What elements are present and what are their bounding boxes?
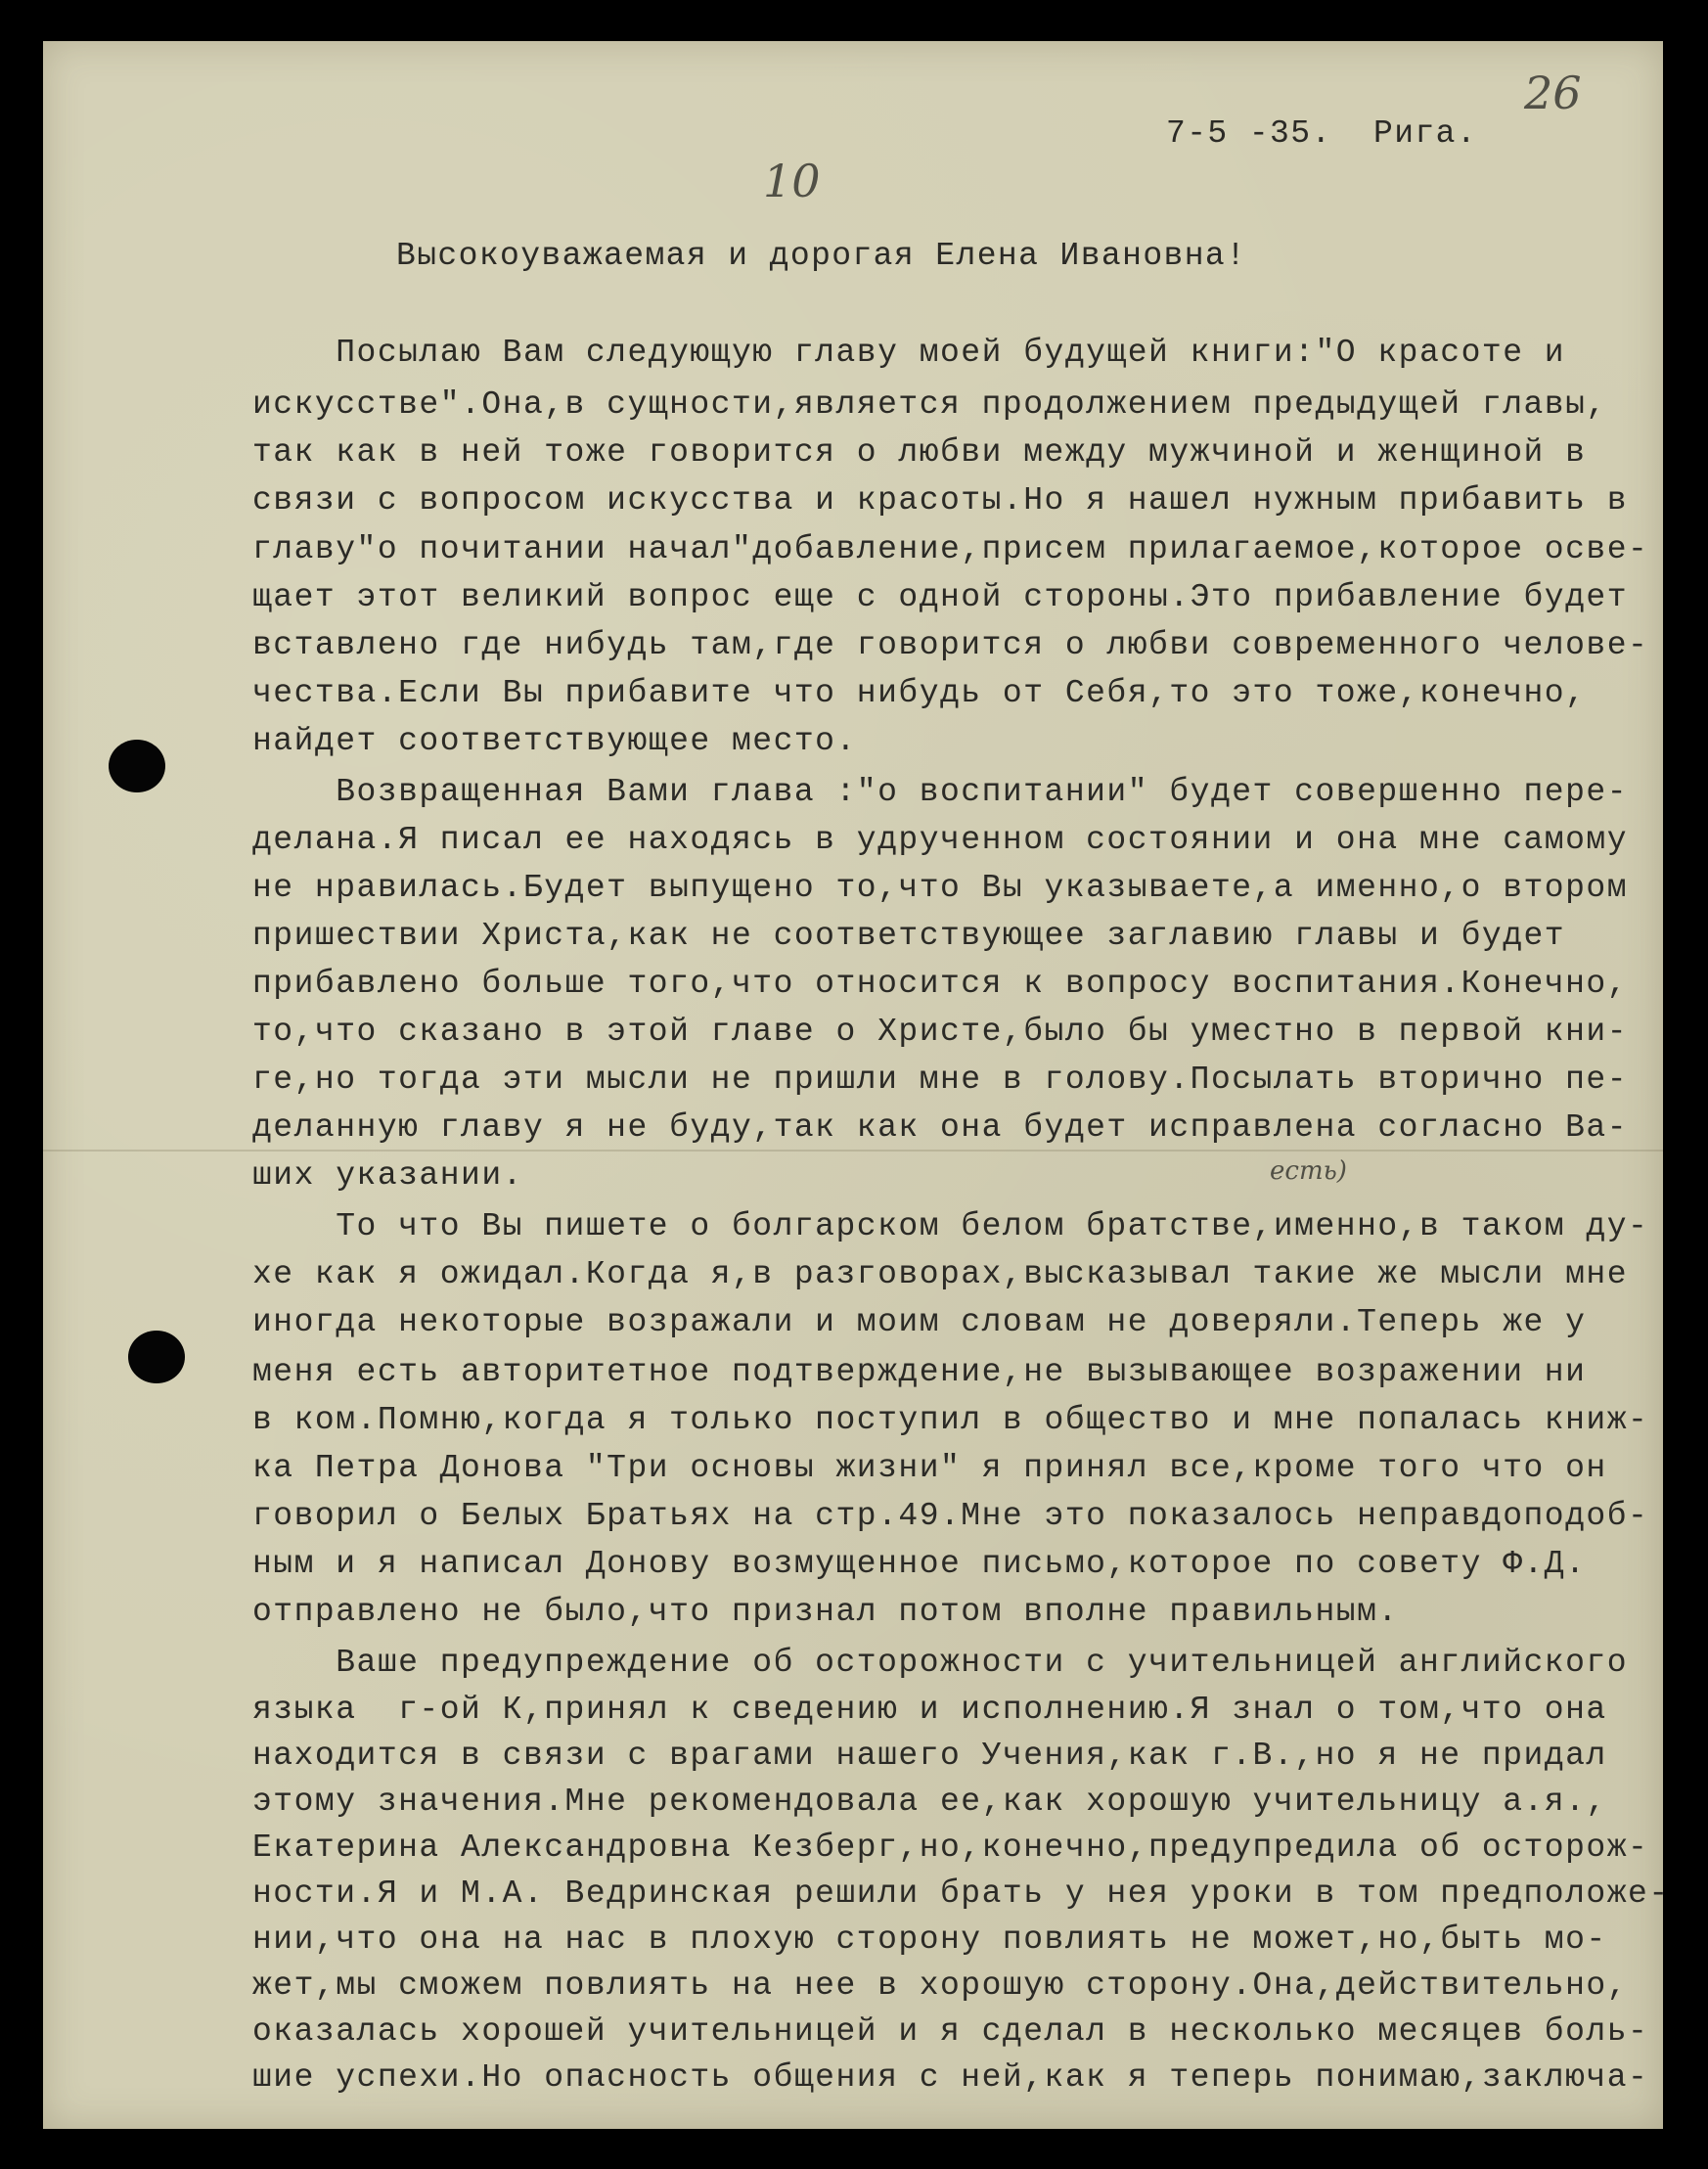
body-line: щает этот великий вопрос еще с одной стороны.Это прибавление будет (252, 579, 1629, 615)
body-line: найдет соответствующее место. (252, 723, 857, 759)
body-line: То что Вы пишете о болгарском белом братстве,именно,в таком ду- (252, 1208, 1649, 1244)
punch-hole-top (109, 740, 165, 792)
body-line: в ком.Помню,когда я только поступил в общество и мне попалась книж- (252, 1402, 1649, 1438)
body-line: вставлено где нибудь там,где говорится о любви современного челове- (252, 627, 1649, 663)
salutation: Высокоуважаемая и дорогая Елена Ивановна! (396, 238, 1247, 274)
body-line: ка Петра Донова "Три основы жизни" я принял все,кроме того что он (252, 1450, 1607, 1486)
body-line: прибавлено больше того,что относится к вопросу воспитания.Конечно, (252, 966, 1629, 1002)
body-line: этому значения.Мне рекомендовала ее,как хорошую учительницу а.я., (252, 1784, 1607, 1820)
body-line: Посылаю Вам следующую главу моей будущей книги:"О красоте и (252, 335, 1566, 371)
fold-crease (43, 1150, 1663, 1152)
body-line: делана.Я писал ее находясь в удрученном состоянии и она мне самому (252, 822, 1629, 858)
body-line: так как в ней тоже говорится о любви между мужчиной и женщиной в (252, 434, 1587, 471)
body-line: хе как я ожидал.Когда я,в разговорах,высказывал такие же мысли мне (252, 1256, 1629, 1292)
page-number-annotation: 26 (1524, 67, 1582, 119)
handwritten-insertion: есть) (1270, 1156, 1347, 1186)
body-line: отправлено не было,что признал потом вполне правильным. (252, 1594, 1399, 1630)
body-line: оказалась хорошей учительницей и я сделал в несколько месяцев боль- (252, 2013, 1649, 2050)
body-line: жет,мы сможем повлиять на нее в хорошую сторону.Она,действительно, (252, 1967, 1629, 2004)
body-line: искусстве".Она,в сущности,является продолжением предыдущей главы, (252, 386, 1607, 423)
body-line: ших указании. (252, 1157, 523, 1194)
sheet-number-annotation: 10 (763, 155, 821, 207)
body-line: Возвращенная Вами глава :"о воспитании" будет совершенно пере- (252, 774, 1629, 810)
body-line: чества.Если Вы прибавите что нибудь от Себя,то это тоже,конечно, (252, 675, 1587, 711)
body-line: находится в связи с врагами нашего Учения,как г.В.,но я не придал (252, 1738, 1607, 1774)
body-line: меня есть авторитетное подтверждение,не вызывающее возражении ни (252, 1354, 1587, 1390)
body-line: не нравилась.Будет выпущено то,что Вы указываете,а именно,о втором (252, 870, 1629, 906)
body-line: пришествии Христа,как не соответствующее заглавию главы и будет (252, 918, 1566, 954)
body-line: ге,но тогда эти мысли не пришли мне в голову.Посылать вторично пе- (252, 1062, 1629, 1098)
body-line: главу"о почитании начал"добавление,присем прилагаемое,которое осве- (252, 531, 1649, 567)
body-line: ности.Я и М.А. Ведринская решили брать у нея уроки в том предположе- (252, 1875, 1670, 1912)
body-line: нии,что она на нас в плохую сторону повлиять не может,но,быть мо- (252, 1921, 1607, 1958)
date-place: 7-5 -35. Рига. (1166, 115, 1478, 152)
body-line: говорил о Белых Братьях на стр.49.Мне это показалось неправдоподоб- (252, 1498, 1649, 1534)
body-line: связи с вопросом искусства и красоты.Но я нашел нужным прибавить в (252, 482, 1629, 519)
body-line: деланную главу я не буду,так как она будет исправлена согласно Ва- (252, 1109, 1629, 1146)
body-line: Екатерина Александровна Кезберг,но,конечно,предупредила об осторож- (252, 1830, 1649, 1866)
body-line: языка г-ой К,принял к сведению и исполнению.Я знал о том,что она (252, 1692, 1607, 1728)
body-line: ным и я написал Донову возмущенное письмо,которое по совету Ф.Д. (252, 1546, 1587, 1582)
body-line: иногда некоторые возражали и моим словам не доверяли.Теперь же у (252, 1304, 1587, 1340)
body-line: шие успехи.Но опасность общения с ней,как я теперь понимаю,заключа- (252, 2059, 1649, 2096)
punch-hole-bottom (128, 1331, 185, 1383)
body-line: то,что сказано в этой главе о Христе,было бы уместно в первой кни- (252, 1014, 1629, 1050)
body-line: Ваше предупреждение об осторожности с учительницей английского (252, 1645, 1629, 1681)
